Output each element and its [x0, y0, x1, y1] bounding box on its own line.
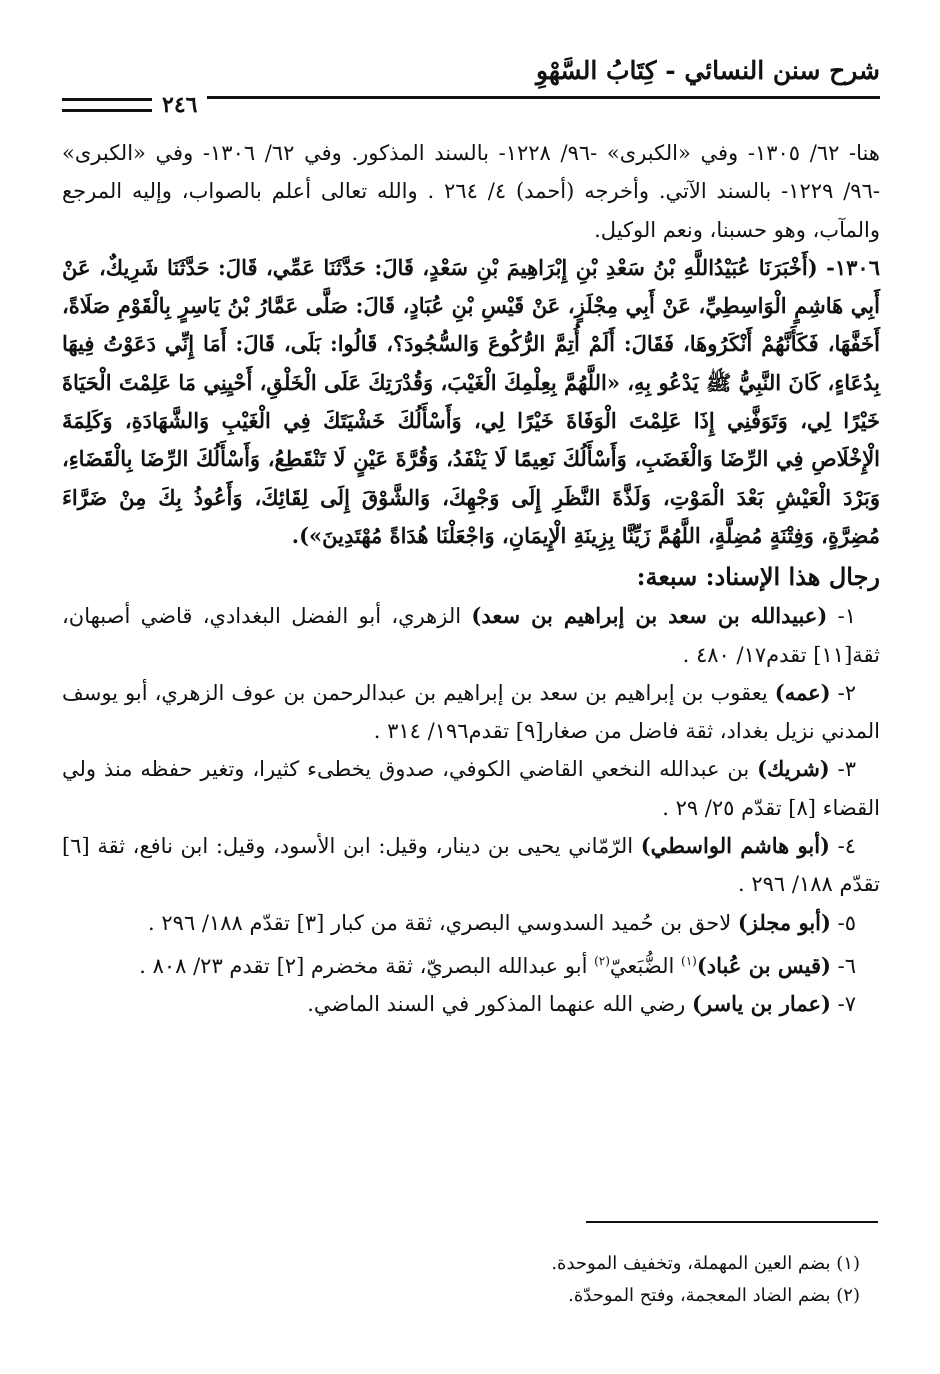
narrator-description: بن عبدالله النخعي القاضي الكوفي، صدوق يخطىء كثيرا، وتغير حفظه منذ ولي القضاء [٨] تقدّم ٢٥/ ٢٩ .	[62, 757, 880, 820]
footnote-2: (٢) بضم الضاد المعجمة، وفتح الموحدّة.	[568, 1285, 860, 1306]
page-number-block	[62, 92, 207, 118]
intro-paragraph: هنا- ٦٢/ ١٣٠٥- وفي «الكبرى» -٩٦/ ١٢٢٨- بالسند المذكور. وفي ٦٢/ ١٣٠٦- وفي «الكبرى» -٩٦/ ١٢٢٩- بالسند الآتي. وأخرجه (أحمد) ٤/ ٢٦٤ . والله تعالى أعلم بالصواب، وإليه المرجع والمآب، وهو حسبنا، ونعم الوكيل.	[62, 141, 880, 242]
narrator-name: (شريك)	[757, 756, 830, 782]
running-title: شرح سنن النسائي - كِتَابُ السَّهْوِ	[535, 56, 880, 85]
narrator-entry	[62, 750, 880, 827]
narrator-nisba: الضُّبَعيّ	[609, 953, 682, 978]
footnote-separator	[586, 1221, 878, 1223]
footnotes	[60, 1248, 878, 1312]
footnote-ref[interactable]: (٢)	[594, 953, 610, 968]
narrator-entry	[62, 827, 880, 904]
narrator-description: الزهري، أبو الفضل البغدادي، قاضي أصبهان، ثقة[١١] تقدم١٧/ ٤٨٠ .	[62, 604, 880, 667]
narrator-number: ٥-	[830, 910, 856, 935]
narrator-name: (أبو هاشم الواسطي)	[640, 833, 830, 859]
narrator-number: ١-	[827, 604, 856, 629]
page-number: ٢٤٦	[162, 92, 198, 118]
narrator-entry	[62, 597, 880, 674]
page-body	[62, 134, 880, 1024]
narrator-entry	[62, 674, 880, 751]
narrator-number: ٤-	[829, 834, 856, 859]
section-heading: رجال هذا الإسناد: سبعة:	[636, 562, 880, 592]
narrator-description: الرّمّاني يحيى بن دينار، وقيل: ابن الأسود، وقيل: ابن نافع، ثقة [٦] تقدّم ١٨٨/ ٢٩٦ .	[62, 834, 880, 897]
hadith-text: ١٣٠٦- (أَخْبَرَنَا عُبَيْدُاللَّهِ بْنُ سَعْدِ بْنِ إِبْرَاهِيمَ بْنِ سَعْدٍ، قَالَ: حَدَّثَنَا عَمِّي، قَالَ: حَدَّثَنَا شَرِيكٌ، عَنْ أَبِي هَاشِمٍ الْوَاسِطِيِّ، عَنْ أَبِي مِجْلَزٍ، عَنْ قَيْسِ بْنِ عُبَادٍ، قَالَ: صَلَّى عَمَّارُ بْنُ يَاسِرٍ بِالْقَوْمِ صَلَاةً، أَخَفَّهَا، فَكَأَنَّهُمْ أَنْكَرُوهَا، فَقَالَ: أَلَمْ أُتِمَّ الرُّكُوعَ وَالسُّجُودَ؟، قَالُوا: بَلَى، قَالَ: أَمَا إِنِّي دَعَوْتُ فِيهَا بِدُعَاءٍ، كَانَ النَّبِيُّ ﷺ يَدْعُو بِهِ، «اللَّهُمَّ بِعِلْمِكَ الْغَيْبَ، وَقُدْرَتِكَ عَلَى الْخَلْقِ، أَحْيِنِي مَا عَلِمْتَ الْحَيَاةَ خَيْرًا لِي، وَتَوَفَّنِي إِذَا عَلِمْتَ الْوَفَاةَ خَيْرًا لِي، وَأَسْأَلُكَ خَشْيَتَكَ فِي الْغَيْبِ وَالشَّهَادَةِ، وَكَلِمَةَ الْإِخْلَاصِ فِي الرِّضَا وَالْغَضَبِ، وَأَسْأَلُكَ نَعِيمًا لَا يَنْفَدُ، وَقُرَّةَ عَيْنٍ لَا تَنْقَطِعُ، وَأَسْأَلُكَ الرِّضَا بِالْقَضَاءِ، وَبَرْدَ الْعَيْشِ بَعْدَ الْمَوْتِ، وَلَذَّةَ النَّظَرِ إِلَى وَجْهِكَ، وَالشَّوْقَ إِلَى لِقَائِكَ، وَأَعُوذُ بِكَ مِنْ ضَرَّاءَ مُضِرَّةٍ، وَفِتْنَةٍ مُضِلَّةٍ، اللَّهُمَّ زَيِّنَّا بِزِينَةِ الْإِيمَانِ، وَاجْعَلْنَا هُدَاةً مُهْتَدِينَ»).	[62, 254, 880, 548]
narrator-entry	[62, 985, 880, 1023]
narrator-name: (قيس بن عُباد)	[696, 952, 831, 978]
book-page	[62, 48, 880, 1017]
footnote-1: (١) بضم العين المهملة، وتخفيف الموحدة.	[551, 1253, 860, 1274]
narrator-entry	[62, 942, 880, 985]
narrator-description: أبو عبدالله البصريّ، ثقة مخضرم [٢] تقدم ٢٣/ ٨٠٨ .	[139, 953, 595, 978]
narrator-number: ٣-	[829, 757, 856, 782]
page-header	[62, 48, 880, 118]
narrator-description: رضي الله عنهما المذكور في السند الماضي.	[307, 992, 692, 1017]
narrator-name: (عبيدالله بن سعد بن إبراهيم بن سعد)	[471, 603, 828, 629]
narrator-number: ٢-	[830, 680, 857, 705]
narrator-number: ٧-	[830, 992, 856, 1017]
page-number-ornament	[62, 98, 152, 112]
narrator-number: ٦-	[830, 953, 856, 978]
footnote-ref[interactable]: (١)	[681, 953, 697, 968]
narrator-entry	[62, 904, 880, 942]
narrator-description: لاحق بن حُميد السدوسي البصري، ثقة من كبار [٣] تقدّم ١٨٨/ ٢٩٦ .	[148, 910, 738, 935]
narrator-name: (أبو مجلز)	[737, 909, 831, 935]
narrator-name: (عمه)	[774, 679, 831, 705]
narrator-name: (عمار بن ياسر)	[691, 991, 831, 1017]
narrator-description: يعقوب بن إبراهيم بن سعد بن إبراهيم بن عبدالرحمن بن عوف الزهري، أبو يوسف المدني نزيل بغداد، ثقة فاضل من صغار[٩] تقدم١٩٦/ ٣١٤ .	[62, 680, 880, 744]
